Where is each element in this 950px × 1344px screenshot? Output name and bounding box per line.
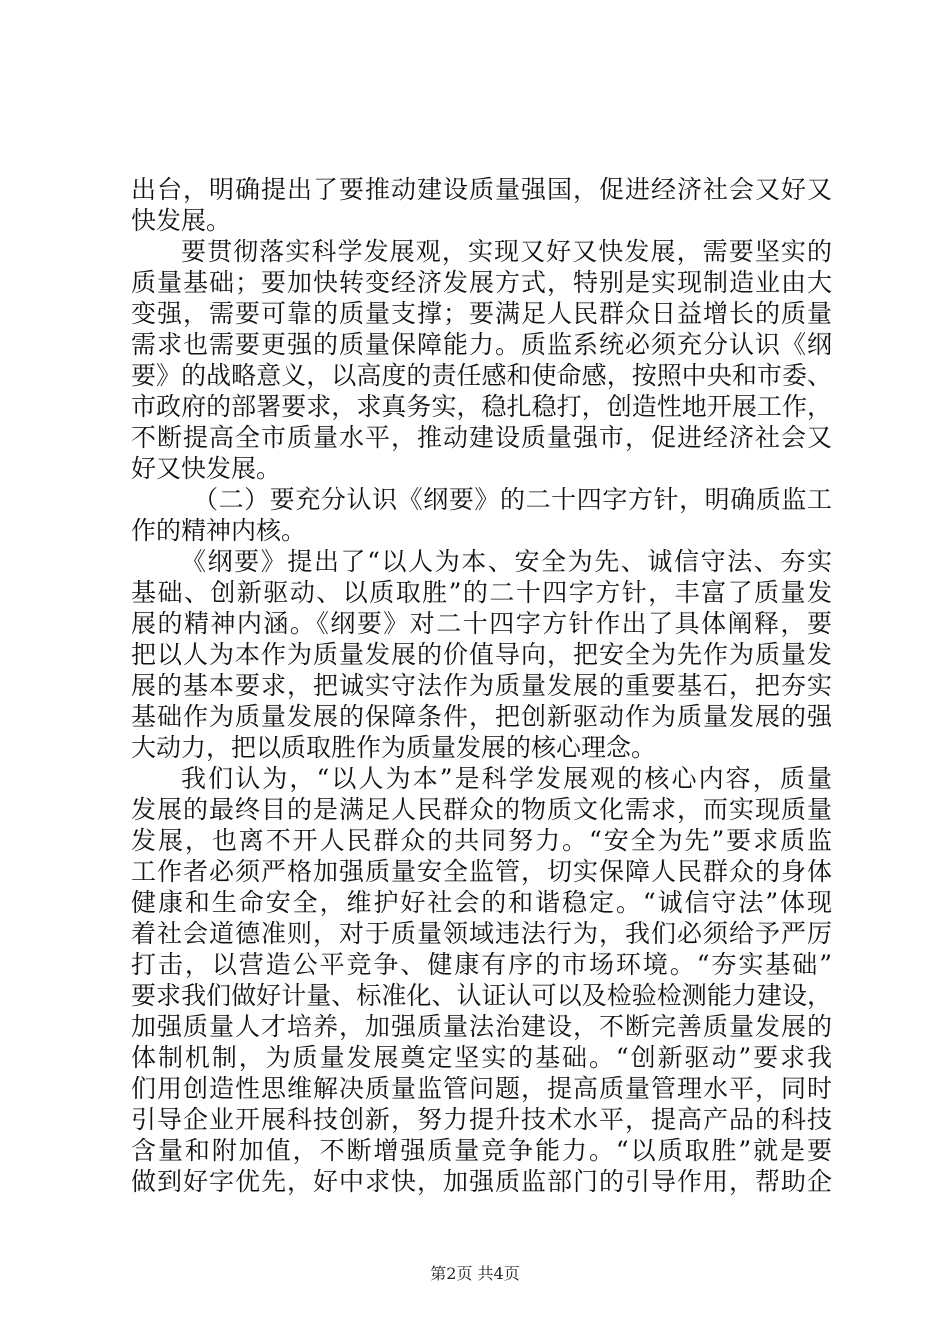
text-line: 基础、创新驱动、以质取胜”的二十四字方针，丰富了质量发 <box>131 578 832 607</box>
text-line: 需求也需要更强的质量保障能力。质监系统必须充分认识《纲 <box>131 330 832 359</box>
text-line: 展的精神内涵。《纲要》对二十四字方针作出了具体阐释，要 <box>131 609 832 638</box>
text-line: 变强，需要可靠的质量支撑；要满足人民群众日益增长的质量 <box>131 299 832 328</box>
text-line: 体制机制，为质量发展奠定坚实的基础。“创新驱动”要求我 <box>131 1043 832 1072</box>
text-line: 着社会道德准则，对于质量领域违法行为，我们必须给予严厉 <box>131 919 832 948</box>
text-line: 大动力，把以质取胜作为质量发展的核心理念。 <box>131 733 657 762</box>
text-line: 健康和生命安全，维护好社会的和谐稳定。“诚信守法”体现 <box>131 888 832 917</box>
document-body <box>131 174 832 1197</box>
text-line: 发展的最终目的是满足人民群众的物质文化需求，而实现质量 <box>131 795 832 824</box>
text-line: 把以人为本作为质量发展的价值导向，把安全为先作为质量发 <box>131 640 832 669</box>
text-line: 打击，以营造公平竞争、健康有序的市场环境。“夯实基础” <box>131 950 832 979</box>
text-line: 不断提高全市质量水平，推动建设质量强市，促进经济社会又 <box>131 423 832 452</box>
text-line: 快发展。 <box>131 206 232 235</box>
text-line: 引导企业开展科技创新，努力提升技术水平，提高产品的科技 <box>131 1105 832 1134</box>
text-line: 《纲要》提出了“以人为本、安全为先、诚信守法、夯实 <box>181 547 832 576</box>
text-line: 发展，也离不开人民群众的共同努力。“安全为先”要求质监 <box>131 826 832 855</box>
text-line: 我们认为，“以人为本”是科学发展观的核心内容，质量 <box>181 764 832 793</box>
text-line: 展的基本要求，把诚实守法作为质量发展的重要基石，把夯实 <box>131 671 832 700</box>
text-line: 工作者必须严格加强质量安全监管，切实保障人民群众的身体 <box>131 857 832 886</box>
text-line: 要》的战略意义，以高度的责任感和使命感，按照中央和市委、 <box>131 361 832 390</box>
text-line: 要求我们做好计量、标准化、认证认可以及检验检测能力建设， <box>131 981 832 1010</box>
text-line: 基础作为质量发展的保障条件，把创新驱动作为质量发展的强 <box>131 702 832 731</box>
text-line: 加强质量人才培养，加强质量法治建设，不断完善质量发展的 <box>131 1012 832 1041</box>
text-line: 们用创造性思维解决质量监管问题，提高质量管理水平，同时 <box>131 1074 832 1103</box>
text-line: 含量和附加值，不断增强质量竞争能力。“以质取胜”就是要 <box>131 1136 832 1165</box>
text-line: 质量基础；要加快转变经济发展方式，特别是实现制造业由大 <box>131 268 832 297</box>
section-heading-line: （二）要充分认识《纲要》的二十四字方针，明确质监工 <box>193 485 832 514</box>
text-line: 做到好字优先，好中求快，加强质监部门的引导作用，帮助企 <box>131 1167 832 1196</box>
page-number-footer: 第2页 共4页 <box>430 1264 520 1283</box>
text-line: 要贯彻落实科学发展观，实现又好又快发展，需要坚实的 <box>181 237 832 266</box>
text-line: 市政府的部署要求，求真务实，稳扎稳打，创造性地开展工作， <box>131 392 832 421</box>
section-heading-line: 作的精神内核。 <box>131 516 307 545</box>
text-line: 出台，明确提出了要推动建设质量强国，促进经济社会又好又 <box>131 175 832 204</box>
text-line: 好又快发展。 <box>131 454 282 483</box>
